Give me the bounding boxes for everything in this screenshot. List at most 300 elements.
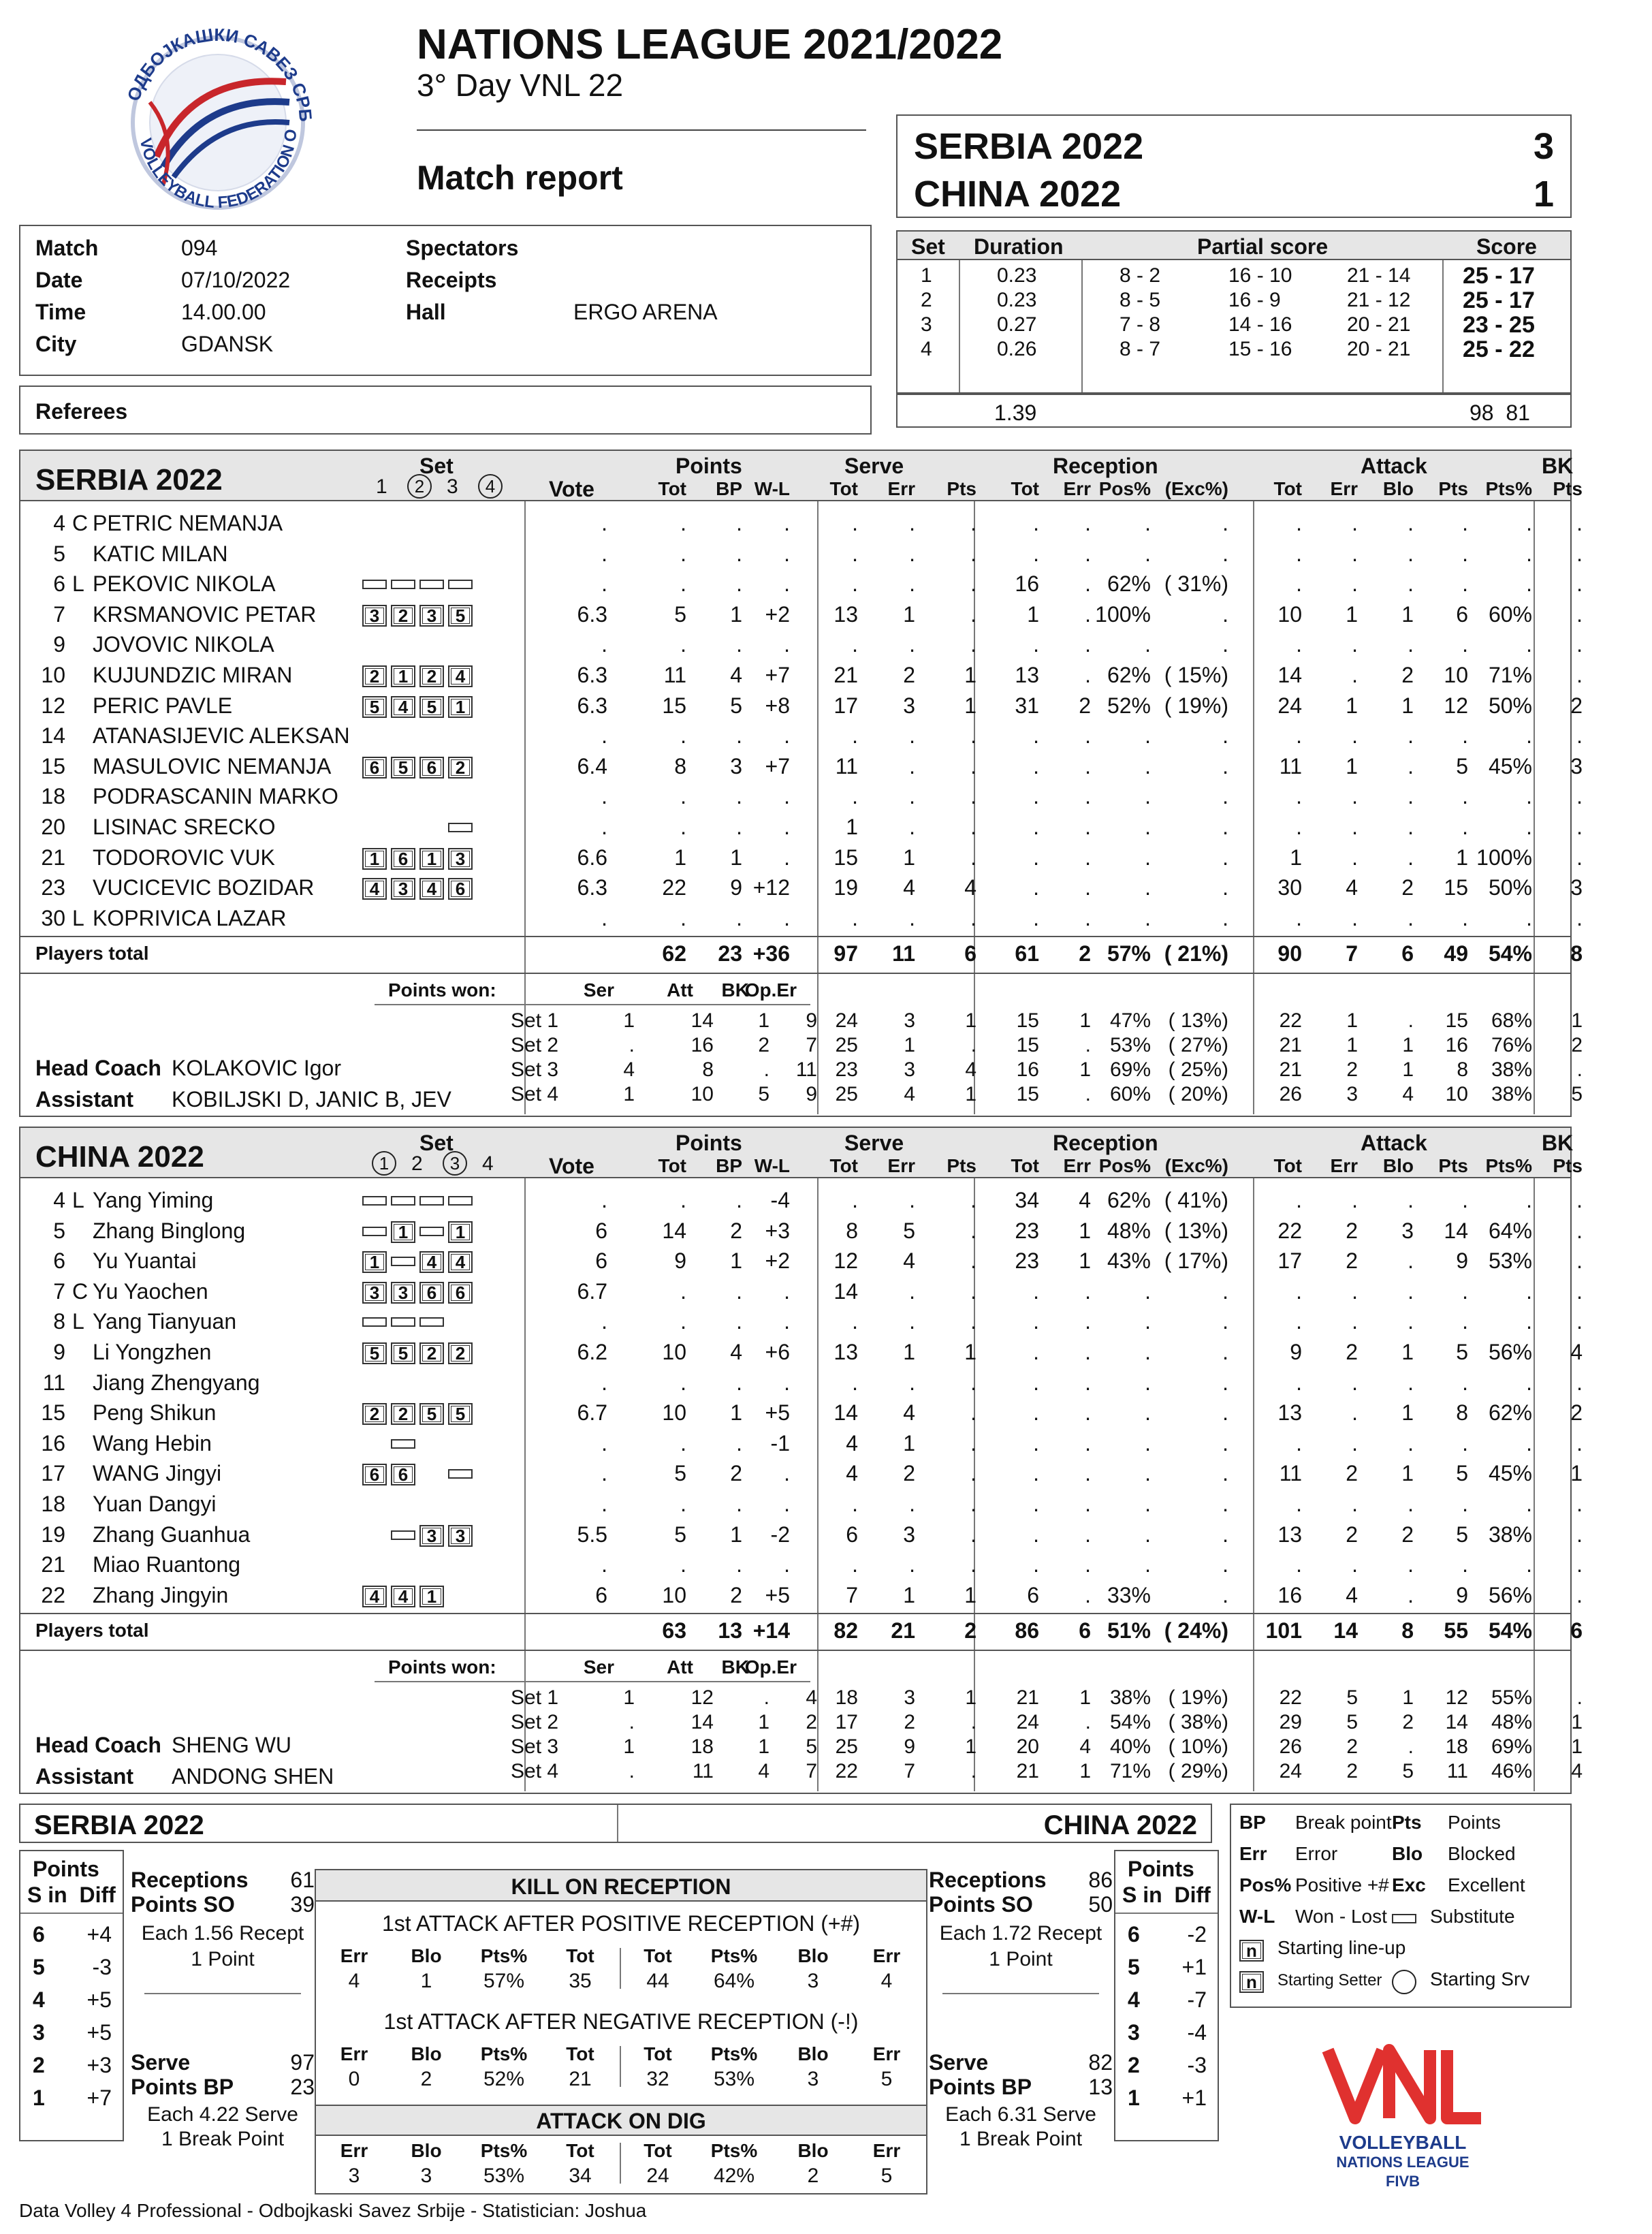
- players-total-label: Players total: [35, 943, 149, 964]
- player-name: PEKOVIC NIKOLA: [93, 571, 276, 597]
- attack-on-dig-title: ATTACK ON DIG: [536, 2109, 706, 2133]
- stat-cell: .: [1033, 1309, 1039, 1334]
- player-number: 8: [53, 1309, 65, 1334]
- stat-cell: .: [784, 1492, 790, 1516]
- stat-cell: .: [1462, 1370, 1468, 1395]
- set-stat-cell: 8: [1457, 1058, 1468, 1082]
- player-name: Yu Yuantai: [93, 1248, 197, 1274]
- stat-cell: 10: [1444, 663, 1468, 687]
- set-stat-cell: 10: [690, 1083, 714, 1106]
- stat-cell: .: [1085, 753, 1091, 778]
- total-cell: 2: [1079, 941, 1091, 966]
- stat-cell: 5: [1456, 1522, 1468, 1547]
- stat-cell: .: [1576, 1188, 1583, 1212]
- stat-cell: .: [601, 1188, 607, 1212]
- stat-cell: 6.7: [577, 1400, 607, 1426]
- stat-cell: .: [1085, 1522, 1091, 1547]
- set-stat-cell: 60%: [1109, 1083, 1151, 1106]
- stat-cell: .: [909, 571, 915, 597]
- stat-cell: 1: [1346, 601, 1358, 627]
- stat-cell: 1: [903, 845, 915, 870]
- stat-cell: .: [601, 1370, 607, 1395]
- stat-cell: .: [1576, 511, 1583, 535]
- stat-cell: .: [1352, 1552, 1358, 1577]
- set-stat-cell: 68%: [1491, 1009, 1532, 1033]
- set-stat-cell: ( 38%): [1168, 1711, 1228, 1734]
- info-value: 094: [181, 236, 218, 260]
- stat-cell: .: [1033, 784, 1039, 809]
- stat-cell: .: [736, 1188, 742, 1212]
- stat-cell: .: [970, 815, 976, 839]
- set-stat-cell: ( 25%): [1168, 1058, 1228, 1082]
- stat-cell: 52%: [1107, 693, 1151, 718]
- stat-cell: 14: [833, 1278, 858, 1304]
- stat-cell: .: [852, 905, 858, 930]
- stat-cell: 2: [1570, 1400, 1583, 1426]
- col-subheader: BP: [716, 1155, 742, 1176]
- stat-cell: .: [1462, 1430, 1468, 1456]
- stat-cell: 8: [1456, 1400, 1468, 1426]
- stat-cell: 15: [662, 693, 686, 718]
- stat-cell: .: [1352, 723, 1358, 749]
- stat-cell: .: [1145, 815, 1151, 839]
- starting-position-box: 6: [448, 1282, 473, 1304]
- set-stat-cell: 9: [904, 1735, 915, 1759]
- stat-cell: +3: [765, 1218, 790, 1243]
- rec-label: Points SO: [929, 1892, 1033, 1917]
- starting-position-box: 2: [391, 1403, 415, 1425]
- player-number: 21: [41, 845, 65, 870]
- set-stat-cell: .: [1408, 1735, 1414, 1759]
- substitute-box: [391, 580, 415, 589]
- stat-cell: .: [601, 1552, 607, 1577]
- stat-cell: .: [784, 845, 790, 870]
- stat-cell: 6.3: [577, 693, 607, 718]
- set-stat-cell: 11: [795, 1058, 817, 1082]
- total-cell: 8: [1401, 1618, 1414, 1643]
- sets-total: [896, 394, 1572, 428]
- player-name: Zhang Binglong: [93, 1218, 246, 1243]
- page-subtitle: 3° Day VNL 22: [417, 67, 624, 103]
- stat-cell: 6.3: [577, 875, 607, 900]
- set-stat-cell: 7: [806, 1760, 817, 1783]
- stat-cell: 9: [1290, 1340, 1302, 1364]
- rec-each: Each 6.31 Serve: [945, 2103, 1096, 2126]
- stat-cell: 16: [1015, 571, 1039, 597]
- set-stat-cell: 1: [1571, 1711, 1583, 1734]
- stat-cell: .: [680, 1492, 686, 1516]
- stat-cell: .: [1085, 845, 1091, 870]
- player-role: L: [72, 905, 84, 930]
- set-stat-cell: 14: [690, 1711, 714, 1734]
- set-row-label: Set 1: [511, 1009, 559, 1033]
- kor-value: 42%: [713, 2165, 755, 2187]
- set-header: Set: [419, 454, 454, 478]
- player-number: 5: [53, 1218, 65, 1243]
- stat-cell: 3: [1401, 1218, 1414, 1243]
- set-stat-cell: 69%: [1491, 1735, 1532, 1759]
- stat-cell: .: [736, 784, 742, 809]
- stat-cell: 13: [833, 1340, 858, 1364]
- stat-cell: .: [1033, 875, 1039, 900]
- stat-cell: .: [1145, 1552, 1151, 1577]
- set-stat-cell: ( 20%): [1168, 1083, 1228, 1106]
- stat-cell: .: [1462, 815, 1468, 839]
- set-stat-cell: 4: [1079, 1735, 1091, 1759]
- stat-cell: .: [1222, 1522, 1228, 1547]
- stat-cell: .: [680, 541, 686, 566]
- stat-cell: 5: [730, 693, 742, 718]
- set-stat-cell: 38%: [1491, 1083, 1532, 1106]
- total-cell: 6: [1570, 1618, 1583, 1643]
- set-stat-cell: 4: [1571, 1760, 1583, 1783]
- stat-cell: .: [1526, 1188, 1532, 1212]
- stat-cell: 10: [662, 1340, 686, 1364]
- stat-cell: .: [909, 1370, 915, 1395]
- sin-rotation: 6: [33, 1922, 45, 1947]
- set-stat-cell: 4: [1402, 1083, 1414, 1106]
- starting-position-box: 1: [419, 1586, 444, 1607]
- set-score: 25 - 17: [1463, 263, 1535, 289]
- rec-value: 50: [1088, 1892, 1113, 1917]
- set-stat-cell: 38%: [1109, 1686, 1151, 1710]
- substitute-box: [391, 1439, 415, 1449]
- player-name: VUCICEVIC BOZIDAR: [93, 875, 315, 900]
- stat-cell: .: [1222, 845, 1228, 870]
- stat-cell: 13: [1277, 1400, 1302, 1426]
- kor-title: KILL ON RECEPTION: [511, 1874, 731, 1899]
- stat-cell: 11: [1279, 1461, 1302, 1486]
- stat-cell: 5.5: [577, 1522, 607, 1547]
- stat-cell: .: [970, 1370, 976, 1395]
- stat-cell: .: [680, 815, 686, 839]
- set-duration: 0.26: [997, 338, 1037, 360]
- rec-value: 82: [1088, 2050, 1113, 2075]
- sin-diff: -2: [1187, 1922, 1207, 1947]
- stat-cell: 1: [730, 1248, 742, 1274]
- col-subheader: Err: [887, 1155, 915, 1176]
- kor-value: 64%: [713, 1970, 755, 1992]
- kor-col-header: Err: [340, 2043, 368, 2064]
- stat-cell: .: [1408, 905, 1414, 930]
- stat-cell: .: [852, 541, 858, 566]
- stat-cell: .: [1352, 541, 1358, 566]
- stat-cell: .: [909, 815, 915, 839]
- set-stat-cell: ( 19%): [1168, 1686, 1228, 1710]
- stat-cell: +7: [765, 663, 790, 687]
- info-value: GDANSK: [181, 332, 274, 356]
- set-stat-cell: 1: [965, 1735, 976, 1759]
- stat-cell: .: [1352, 571, 1358, 597]
- stat-cell: .: [1576, 784, 1583, 809]
- stat-cell: .: [970, 1400, 976, 1426]
- bk-header: BK: [1542, 454, 1574, 478]
- stat-cell: .: [1085, 1278, 1091, 1304]
- stat-cell: .: [1526, 1552, 1532, 1577]
- set-stat-cell: .: [629, 1760, 635, 1783]
- stat-cell: .: [736, 1430, 742, 1456]
- stat-cell: .: [1296, 723, 1302, 749]
- stat-cell: 30: [1277, 875, 1302, 900]
- stat-cell: .: [1576, 815, 1583, 839]
- stat-cell: 4: [730, 1340, 742, 1364]
- set-row-label: Set 3: [511, 1058, 559, 1082]
- attack-header: Attack: [1361, 454, 1427, 478]
- serbia-name: SERBIA 2022: [35, 463, 223, 497]
- set-stat-cell: 2: [1346, 1760, 1358, 1783]
- player-number: 15: [41, 1400, 65, 1426]
- set-stat-cell: 22: [1279, 1686, 1302, 1710]
- legend: [1230, 1804, 1572, 2008]
- stat-cell: 4: [903, 875, 915, 900]
- substitute-box: [391, 1530, 415, 1540]
- set-stat-cell: .: [629, 1711, 635, 1734]
- stat-cell: .: [1526, 1430, 1532, 1456]
- stat-cell: 43%: [1107, 1248, 1151, 1274]
- stat-cell: .: [852, 632, 858, 657]
- set-stat-cell: 2: [1346, 1058, 1358, 1082]
- total-cell: +36: [752, 941, 790, 966]
- kill-on-reception-box: [315, 1869, 927, 2194]
- china-name: CHINA 2022: [35, 1140, 204, 1174]
- stat-cell: .: [1085, 663, 1091, 687]
- sin-diff: -7: [1187, 1987, 1207, 2012]
- stat-cell: 23: [1015, 1248, 1039, 1274]
- starting-position-box: 4: [362, 1586, 387, 1607]
- player-name: JOVOVIC NIKOLA: [93, 632, 274, 657]
- set-stat-cell: .: [763, 1686, 769, 1710]
- player-name: KOPRIVICA LAZAR: [93, 905, 287, 930]
- attack-header: Attack: [1361, 1131, 1427, 1155]
- stat-cell: 9: [1456, 1582, 1468, 1607]
- stat-cell: .: [1296, 815, 1302, 839]
- stat-cell: .: [1145, 541, 1151, 566]
- kor-col-header: Blo: [411, 2140, 442, 2161]
- stat-cell: .: [1085, 784, 1091, 809]
- stat-cell: 1: [1079, 1248, 1091, 1274]
- stat-cell: .: [1033, 1278, 1039, 1304]
- total-cell: 63: [662, 1618, 686, 1643]
- player-name: Jiang Zhengyang: [93, 1370, 260, 1395]
- stat-cell: 14: [1277, 663, 1302, 687]
- set-stat-cell: 14: [690, 1009, 714, 1033]
- stat-cell: .: [1085, 632, 1091, 657]
- set-stat-cell: 2: [806, 1711, 817, 1734]
- stat-cell: -2: [770, 1522, 790, 1547]
- stat-cell: .: [1296, 1370, 1302, 1395]
- substitute-box: [448, 823, 473, 832]
- set-stat-cell: 54%: [1109, 1711, 1151, 1734]
- kor-col-header: Tot: [644, 2140, 672, 2161]
- stat-cell: 11: [663, 663, 686, 687]
- stat-cell: .: [852, 723, 858, 749]
- stat-cell: .: [1222, 784, 1228, 809]
- stat-cell: .: [852, 1188, 858, 1212]
- player-name: Yang Yiming: [93, 1188, 214, 1212]
- stat-cell: .: [1408, 541, 1414, 566]
- stat-cell: .: [970, 1188, 976, 1212]
- stat-cell: .: [1576, 1309, 1583, 1334]
- stat-cell: 1: [1401, 1400, 1414, 1426]
- rec-value: 97: [290, 2050, 315, 2075]
- kor-col-header: Pts%: [480, 1945, 528, 1966]
- player-number: 6: [53, 571, 65, 597]
- score-box: [896, 114, 1572, 218]
- stat-cell: ( 41%): [1164, 1188, 1228, 1212]
- player-name: Zhang Jingyin: [93, 1582, 229, 1607]
- stat-cell: 11: [835, 753, 858, 778]
- summary-header: [19, 1804, 1212, 1843]
- summary-team-a: SERBIA 2022: [34, 1810, 204, 1840]
- set-stat-cell: 15: [1016, 1083, 1039, 1106]
- stat-cell: 1: [964, 663, 976, 687]
- set-stat-cell: 1: [623, 1083, 635, 1106]
- set-stat-cell: 1: [758, 1711, 769, 1734]
- kor-value: 34: [569, 2165, 592, 2187]
- reception-summary: [929, 1850, 1113, 2150]
- stat-cell: .: [1222, 905, 1228, 930]
- substitute-box: [362, 1227, 387, 1236]
- stat-cell: .: [1576, 601, 1583, 627]
- stat-cell: .: [852, 511, 858, 535]
- substitute-box: [419, 580, 444, 589]
- stat-cell: 16: [1277, 1582, 1302, 1607]
- stat-cell: .: [1576, 845, 1583, 870]
- referees-box: [19, 386, 872, 435]
- starting-position-box: 2: [448, 1342, 473, 1364]
- set-stat-cell: 16: [1016, 1058, 1039, 1082]
- stat-cell: .: [1222, 511, 1228, 535]
- stat-cell: .: [1296, 1309, 1302, 1334]
- col-subheader: Tot: [1273, 478, 1302, 499]
- stat-cell: .: [1222, 1340, 1228, 1364]
- stat-cell: .: [680, 905, 686, 930]
- stat-cell: .: [1576, 663, 1583, 687]
- starting-position-box: 2: [419, 665, 444, 687]
- stat-cell: .: [1222, 1400, 1228, 1426]
- set-partial: 7 - 8: [1119, 313, 1161, 336]
- stat-cell: -1: [770, 1430, 790, 1456]
- stat-cell: 10: [662, 1400, 686, 1426]
- set-stat-cell: 5: [1346, 1711, 1358, 1734]
- stat-cell: .: [784, 541, 790, 566]
- stat-cell: 1: [674, 845, 686, 870]
- substitute-box: [391, 1317, 415, 1327]
- stat-cell: .: [1576, 723, 1583, 749]
- set-partial: 8 - 2: [1119, 264, 1161, 287]
- total-cell: 6: [964, 941, 976, 966]
- sin-rotation: 2: [1128, 2053, 1140, 2077]
- total-cell: 86: [1015, 1618, 1039, 1643]
- kor-col-header: Err: [872, 2043, 901, 2064]
- total-cell: 82: [833, 1618, 858, 1643]
- set-number: 3: [921, 313, 932, 336]
- total-cell: 51%: [1107, 1618, 1151, 1643]
- stat-cell: .: [970, 511, 976, 535]
- player-role: L: [72, 1188, 84, 1212]
- total-cell: 8: [1570, 941, 1583, 966]
- points-won-header: Op.Er: [744, 979, 797, 1001]
- stat-cell: 62%: [1488, 1400, 1532, 1426]
- info-label: Date: [35, 268, 83, 292]
- set-stat-cell: 4: [965, 1058, 976, 1082]
- stat-cell: 6: [595, 1218, 607, 1243]
- set-stat-cell: 11: [692, 1760, 714, 1783]
- stat-cell: .: [784, 1552, 790, 1577]
- stat-cell: 2: [903, 663, 915, 687]
- set-num: 4: [482, 1152, 494, 1175]
- points-header: Points: [1128, 1857, 1194, 1881]
- set-stat-cell: 1: [1079, 1058, 1091, 1082]
- stat-cell: .: [970, 753, 976, 778]
- stat-cell: 9: [1456, 1248, 1468, 1274]
- stat-cell: 2: [1346, 1461, 1358, 1486]
- set-stat-cell: 24: [835, 1009, 858, 1033]
- starting-srv-circle: [1392, 1970, 1416, 1994]
- stat-cell: .: [784, 723, 790, 749]
- stat-cell: .: [1462, 1552, 1468, 1577]
- stat-cell: 60%: [1488, 601, 1532, 627]
- set-stat-cell: 1: [758, 1735, 769, 1759]
- stat-cell: .: [601, 723, 607, 749]
- stat-cell: .: [1576, 1552, 1583, 1577]
- stat-cell: 9: [730, 875, 742, 900]
- set-stat-cell: 20: [1016, 1735, 1039, 1759]
- stat-cell: .: [852, 571, 858, 597]
- player-number: 18: [41, 784, 65, 809]
- info-label: Receipts: [406, 268, 497, 292]
- legend-text: Substitute: [1430, 1906, 1515, 1927]
- set-circle: 2: [407, 474, 432, 499]
- kor-value: 5: [880, 2165, 893, 2187]
- stat-cell: .: [970, 1492, 976, 1516]
- substitute-box: [448, 580, 473, 589]
- col-subheader: (Exc%): [1164, 1155, 1228, 1176]
- footer: Data Volley 4 Professional - Odbojkaski Savez Srbije - Statistician: Joshua: [19, 2200, 647, 2221]
- stat-cell: .: [1033, 541, 1039, 566]
- player-role: L: [72, 571, 84, 597]
- match-info: [19, 225, 872, 376]
- set-stat-cell: ( 10%): [1168, 1735, 1228, 1759]
- sin-diff: +3: [86, 2053, 112, 2077]
- total-cell: ( 21%): [1164, 941, 1228, 966]
- kor-col-header: Blo: [411, 1945, 442, 1966]
- kor-col-header: Pts%: [480, 2140, 528, 2161]
- stat-cell: 1: [1456, 845, 1468, 870]
- sin-rotation: 4: [33, 1987, 45, 2012]
- vnl-line1: VOLLEYBALL: [1339, 2132, 1467, 2153]
- stat-cell: .: [1576, 632, 1583, 657]
- stat-cell: .: [1145, 1522, 1151, 1547]
- stat-cell: 14: [833, 1400, 858, 1426]
- set-num: 1: [376, 475, 387, 498]
- sin-diff: +5: [86, 2020, 112, 2045]
- assistant: KOBILJSKI D, JANIC B, JEV: [172, 1087, 451, 1112]
- stat-cell: ( 19%): [1164, 693, 1228, 718]
- kor-value: 32: [646, 2068, 669, 2090]
- starting-position-box: 1: [391, 665, 415, 687]
- player-number: 11: [42, 1370, 65, 1395]
- stat-cell: .: [1526, 1278, 1532, 1304]
- stat-cell: .: [680, 511, 686, 535]
- set-stat-cell: 1: [1079, 1686, 1091, 1710]
- stat-cell: 6.3: [577, 601, 607, 627]
- sin-diff: -4: [1187, 2020, 1207, 2045]
- stat-cell: +12: [752, 875, 790, 900]
- set-stat-cell: 1: [758, 1009, 769, 1033]
- set-stat-cell: 76%: [1491, 1034, 1532, 1057]
- stat-cell: .: [1352, 1400, 1358, 1426]
